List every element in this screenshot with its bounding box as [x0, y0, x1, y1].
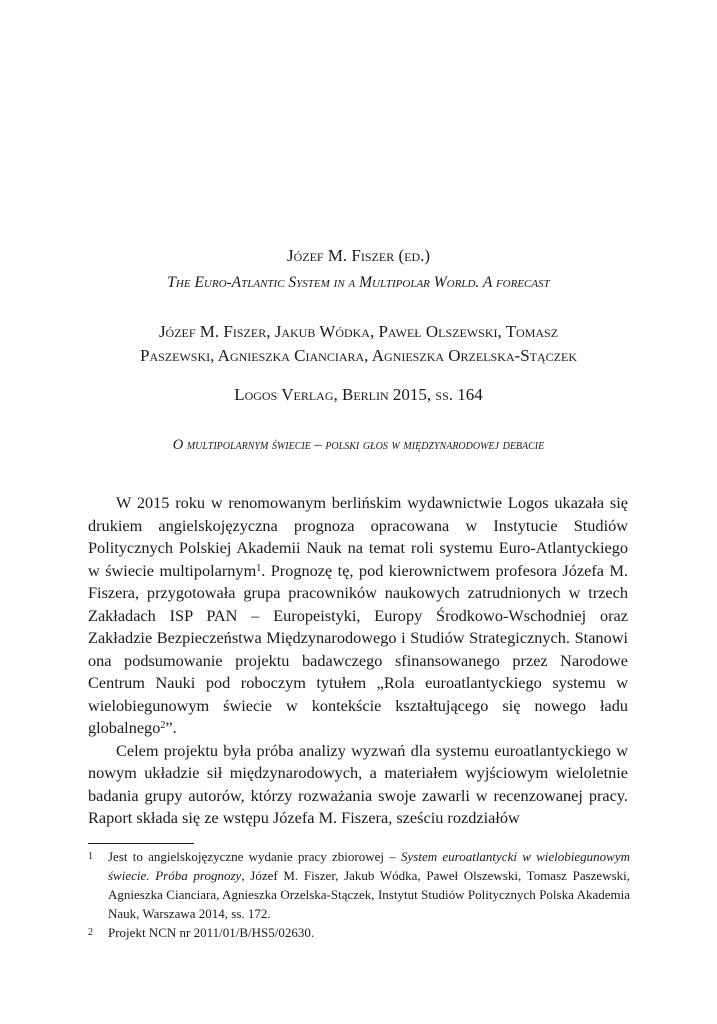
footnote-1-text-post: , Józef M. Fiszer, Jakub Wódka, Paweł Olszewski, Tomasz Paszewski, Agnieszka Cianciara, Agnieszka Orzelska-Stączek, Instytut Studiów Politycznych Polska Akademia Nauk, Warszawa 2014, ss. 172.: [108, 868, 631, 921]
editor-line: Józef M. Fiszer (ed.): [286, 246, 431, 265]
footnote-1-number: 1: [88, 851, 93, 862]
body-text: [88, 492, 628, 830]
footnote-1-book-title: System euroatlantycki w wielobiegunowym świecie. Próba prognozy: [108, 849, 631, 883]
paragraph-2: Celem projektu była próba analizy wyzwań dla systemu euroatlantyckiego w nowym układzie sił międzynarodowych, a materiałem wyjściowym wieloletnie badania grupy autorów, którzy rozważania swoje zawarli w recenzowanej pracy. Raport składa się ze wstępu Józefa M. Fiszera, sześciu rozdziałów: [88, 740, 628, 827]
paragraph-1: [88, 492, 628, 740]
review-title: O multipolarnym świecie – polski głos w międzynarodowej debacie: [172, 437, 545, 453]
paragraph-1-part-b: . Prognozę tę, pod kierownictwem profesora Józefa M. Fiszera, przygotowała grupa pracowników naukowych zatrudnionych w trzech Zakładach ISP PAN – Europeistyki, Europy Środkowo-Wschodniej oraz Zakładzie Bezpieczeństwa Międzynarodowego i Studiów Strategicznych. Stanowi ona podsumowanie projektu badawczego sfinansowanego przez Narodowe Centrum Nauki pod roboczym tytułem „Rola euroatlantyckiego systemu w wielobiegunowym świecie w kontekście kształtującego się nowego ładu globalnego: [88, 560, 628, 737]
footnote-2-number: 2: [88, 927, 93, 938]
book-title: The Euro-Atlantic System in a Multipolar World. A forecast: [167, 274, 550, 291]
footnotes: [88, 847, 630, 942]
footnote-ref-1: 1: [256, 562, 262, 574]
authors-line-2: Paszewski, Agnieszka Cianciara, Agnieszka Orzelska-Stączek: [139, 346, 577, 365]
footnote-1-text-pre: Jest to angielskojęzyczne wydanie pracy zbiorowej –: [108, 849, 402, 864]
footnote-divider: [88, 843, 194, 844]
paragraph-1-part-a: W 2015 roku w renomowanym berlińskim wydawnictwie Logos ukazała się drukiem angielskojęzyczna prognoza opracowana w Instytucie Studiów Politycznych Polskiej Akademii Nauk na temat roli systemu Euro-Atlantyckiego w świecie multipolarnym: [88, 493, 628, 580]
authors-block: [60, 320, 657, 368]
footnote-2-text: Projekt NCN nr 2011/01/B/HS5/02630.: [108, 925, 315, 940]
authors-line-1: Józef M. Fiszer, Jakub Wódka, Paweł Olszewski, Tomasz: [158, 322, 559, 341]
footnote-2: [88, 923, 630, 942]
paragraph-1-part-c: ”.: [165, 718, 177, 737]
footnote-ref-2: 2: [160, 720, 166, 731]
footnote-1: [88, 847, 630, 923]
publisher-line: Logos Verlag, Berlin 2015, ss. 164: [234, 385, 483, 404]
